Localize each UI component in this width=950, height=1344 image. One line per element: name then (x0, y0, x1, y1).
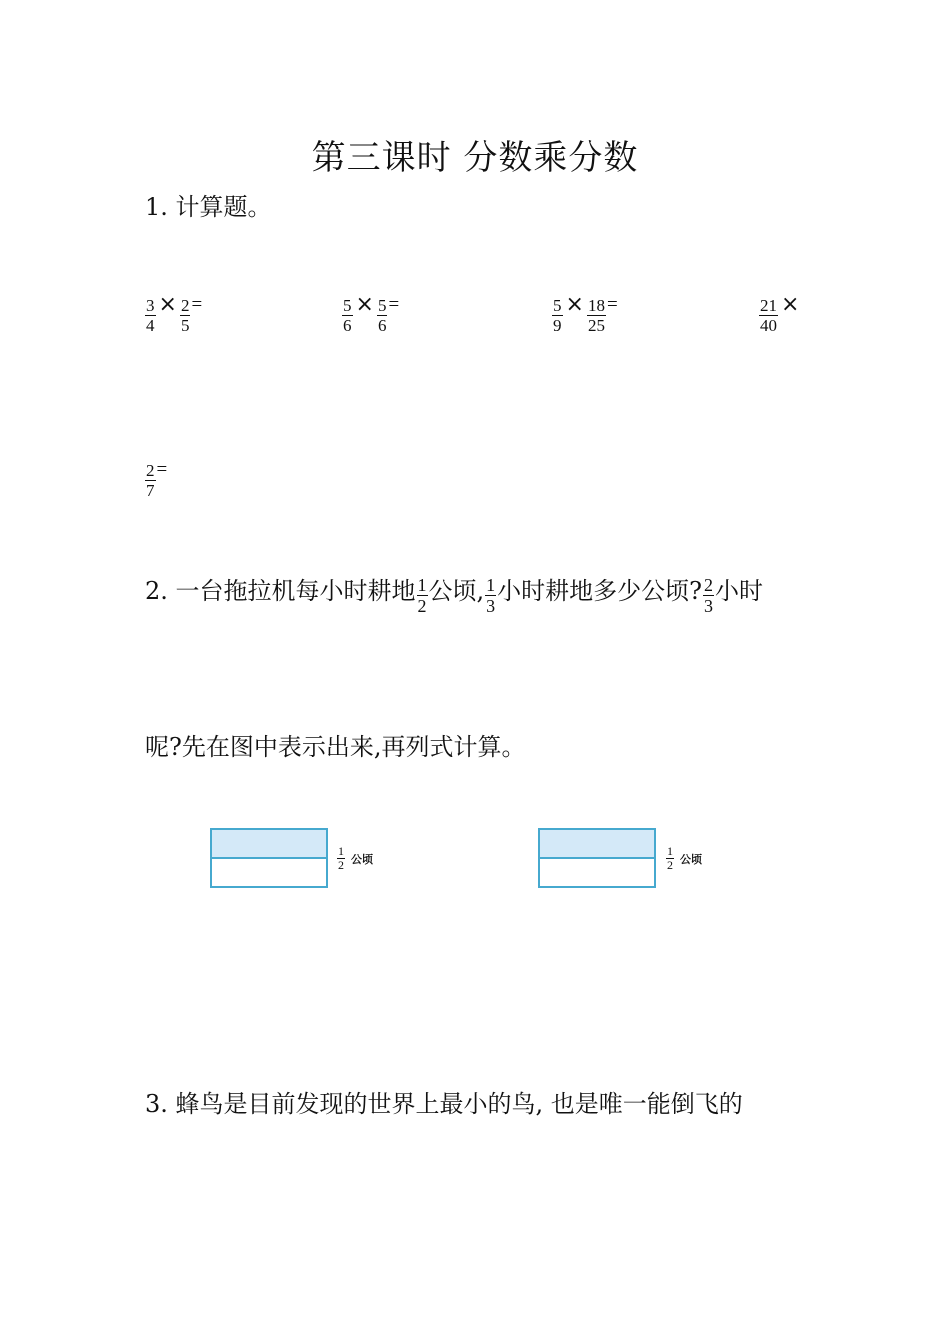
shaded-half (540, 830, 654, 859)
fraction: $\frac{2}{3}$ (704, 575, 714, 616)
field-diagram-2 (538, 828, 656, 888)
fraction: $\frac{2}{7}$ (146, 461, 155, 500)
equals-sign: = (388, 293, 400, 315)
fraction: $\frac{5}{9}$ (553, 296, 562, 335)
times-sign: × (565, 292, 584, 317)
fraction: $\frac{1}{3}$ (486, 575, 496, 616)
equals-sign: = (156, 458, 168, 480)
equals-sign: = (606, 293, 618, 315)
expression-4 (758, 292, 801, 335)
fraction: $\frac{5}{6}$ (343, 296, 352, 335)
fraction: $\frac{1}{2}$ (417, 575, 427, 616)
fraction: $\frac{3}{4}$ (146, 296, 155, 335)
times-sign: × (781, 292, 800, 317)
fraction: $\frac{2}{5}$ (180, 296, 190, 335)
diagram-label-1: $\frac{1}{2}$ 公顷 (338, 844, 373, 872)
expression-1 (144, 292, 203, 335)
question-2-text: 2. 一台拖拉机每小时耕地 $\frac{1}{2}$ 公顷, $\frac{1}{3}$ 小时耕地多少公顷? $\frac{2}{3}$ 小时 (145, 575, 764, 616)
fraction: $\frac{5}{6}$ (377, 296, 387, 335)
expression-4-continued (144, 458, 168, 500)
fraction: $\frac{21}{40}$ (760, 296, 777, 335)
question-2-text-continued: 呢?先在图中表示出来,再列式计算。 (145, 733, 526, 761)
times-sign: × (158, 292, 177, 317)
question-1-label: 1. 计算题。 (145, 193, 272, 221)
expression-3 (551, 292, 618, 335)
equals-sign: = (191, 293, 203, 315)
shaded-half (212, 830, 326, 859)
field-diagram-1 (210, 828, 328, 888)
times-sign: × (355, 292, 374, 317)
fraction: $\frac{18}{25}$ (587, 296, 605, 335)
fraction: $\frac{1}{2}$ (667, 844, 673, 872)
diagram-label-2: $\frac{1}{2}$ 公顷 (667, 844, 702, 872)
question-3-text: 3. 蜂鸟是目前发现的世界上最小的鸟, 也是唯一能倒飞的 (145, 1090, 743, 1118)
fraction: $\frac{1}{2}$ (338, 844, 344, 872)
expression-2 (341, 292, 400, 335)
page-title: 第三课时 分数乘分数 (311, 138, 639, 178)
